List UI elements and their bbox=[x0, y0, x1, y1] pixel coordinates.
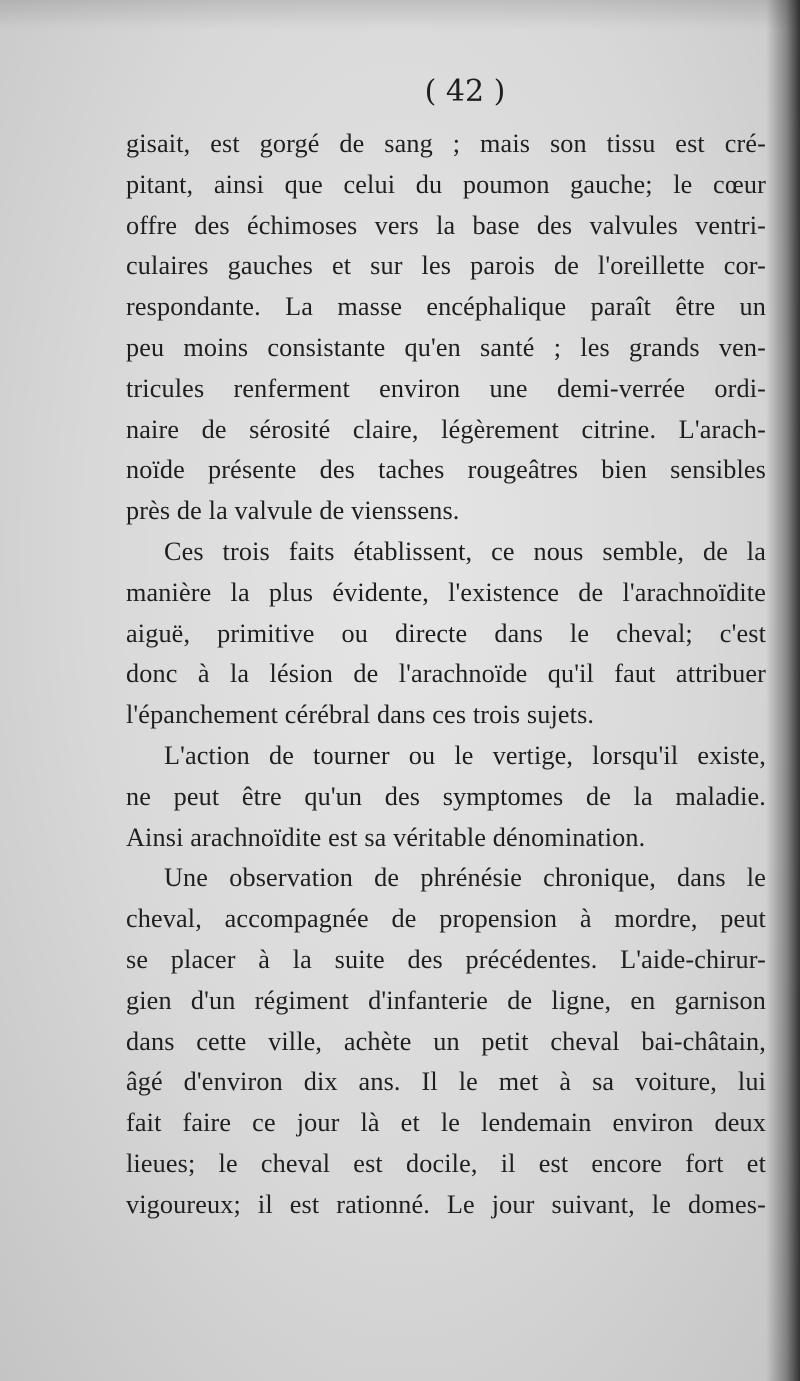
text-line: donc à la lésion de l'arachnoïde qu'il faut attribuer bbox=[126, 659, 766, 689]
text-line: près de la valvule de vienssens. bbox=[126, 496, 460, 526]
page-number: ( 42 ) bbox=[424, 74, 506, 109]
binding-edge-shadow bbox=[766, 0, 800, 1381]
text-line: culaires gauches et sur les parois de l'oreillette cor- bbox=[126, 251, 766, 281]
text-line: L'action de tourner ou le vertige, lorsqu'il existe, bbox=[164, 740, 766, 770]
text-line: vigoureux; il est rationné. Le jour suivant, le domes- bbox=[126, 1189, 766, 1219]
text-line: noïde présente des taches rougeâtres bien sensibles bbox=[126, 455, 766, 485]
top-shadow bbox=[0, 0, 800, 30]
text-line: âgé d'environ dix ans. Il le met à sa voiture, lui bbox=[126, 1067, 766, 1097]
text-line: lieues; le cheval est docile, il est encore fort et bbox=[126, 1148, 766, 1178]
text-line: aiguë, primitive ou directe dans le cheval; c'est bbox=[126, 618, 766, 648]
text-line: offre des échimoses vers la base des valvules ventri- bbox=[126, 210, 766, 240]
text-line: gisait, est gorgé de sang ; mais son tissu est cré- bbox=[126, 129, 766, 158]
text-line: peu moins consistante qu'en santé ; les grands ven- bbox=[126, 332, 766, 362]
text-line: cheval, accompagnée de propension à mordre, peut bbox=[126, 904, 766, 934]
text-line: pitant, ainsi que celui du poumon gauche; le cœur bbox=[126, 169, 766, 199]
text-line: dans cette ville, achète un petit cheval bai-châtain, bbox=[126, 1026, 766, 1056]
text-line: gien d'un régiment d'infanterie de ligne, en garnison bbox=[126, 985, 766, 1015]
body-text bbox=[126, 124, 766, 1226]
text-line: l'épanchement cérébral dans ces trois sujets. bbox=[126, 700, 595, 730]
text-line: Ces trois faits établissent, ce nous semble, de la bbox=[164, 536, 766, 566]
text-line: ne peut être qu'un des symptomes de la maladie. bbox=[126, 781, 766, 811]
text-line: tricules renferment environ une demi-verrée ordi- bbox=[126, 373, 766, 403]
text-line: se placer à la suite des précédentes. L'aide-chirur- bbox=[126, 944, 766, 974]
text-line: naire de sérosité claire, légèrement citrine. L'arach- bbox=[126, 414, 766, 444]
text-line: respondante. La masse encéphalique paraît être un bbox=[126, 292, 766, 322]
text-line: fait faire ce jour là et le lendemain environ deux bbox=[126, 1108, 766, 1138]
text-line: Une observation de phrénésie chronique, dans le bbox=[164, 863, 766, 893]
text-line: manière la plus évidente, l'existence de l'arachnoïdite bbox=[126, 577, 766, 607]
text-line: Ainsi arachnoïdite est sa véritable dénomination. bbox=[126, 822, 646, 852]
